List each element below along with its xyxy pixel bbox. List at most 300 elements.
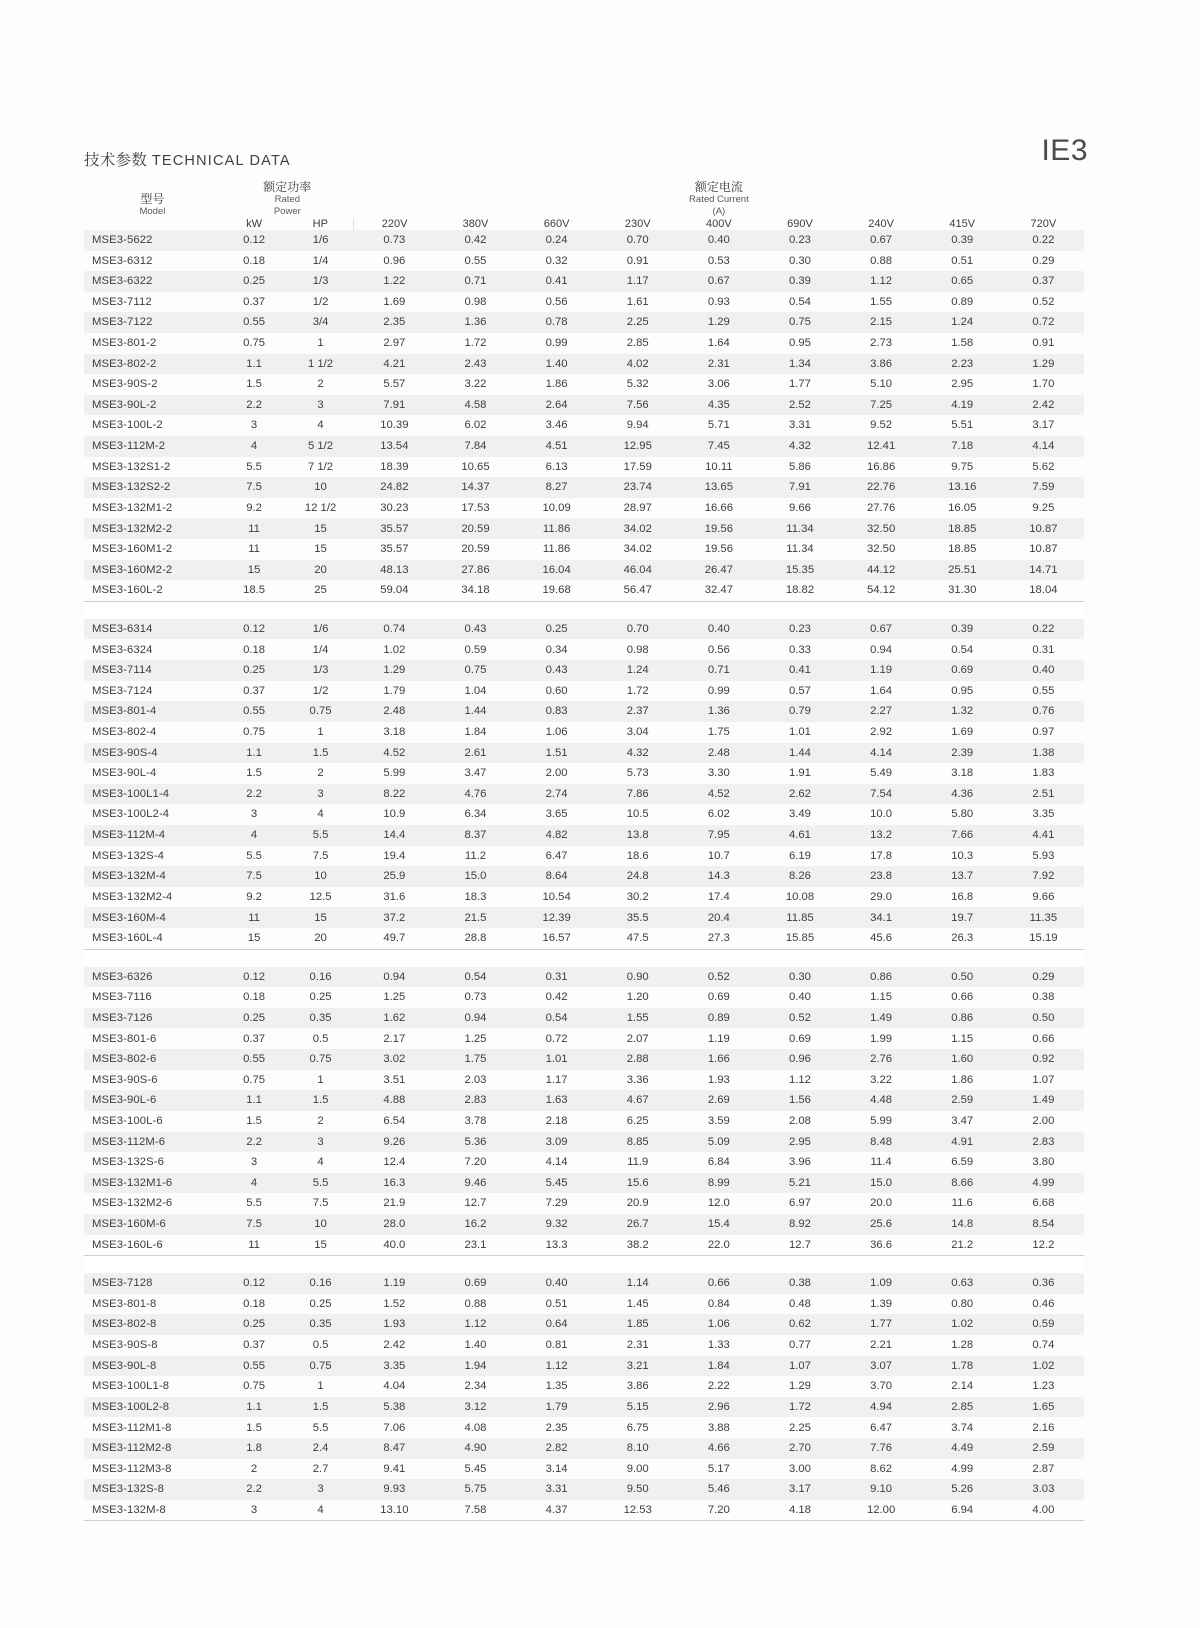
- cell-value: 1.93: [354, 1314, 435, 1335]
- cell-value: 1.44: [435, 701, 516, 722]
- cell-value: 28.0: [354, 1214, 435, 1235]
- cell-value: 5.5: [246, 849, 262, 862]
- cell-model: MSE3-90L-6: [84, 1090, 221, 1111]
- cell-value: 1.1: [221, 1090, 287, 1111]
- cell-value: 1.69: [951, 726, 974, 739]
- cell-value: 1.25: [464, 1032, 487, 1045]
- cell-value: 1.99: [870, 1032, 893, 1045]
- table-row: [84, 1273, 1084, 1294]
- cell-value: 4.00: [1003, 1500, 1084, 1521]
- cell-value: 1.01: [788, 726, 811, 739]
- cell-value: 0.91: [1032, 337, 1055, 350]
- cell-model: MSE3-90S-4: [84, 743, 221, 764]
- cell-value: 16.05: [948, 501, 977, 514]
- table-row: [84, 804, 1084, 825]
- cell-value: 9.93: [354, 1479, 435, 1500]
- cell-value: 5.51: [951, 419, 974, 432]
- column-header-660v: 660V: [543, 217, 570, 230]
- cell-value: 2.69: [678, 1090, 759, 1111]
- cell-value: 47.5: [597, 928, 678, 949]
- cell-model: MSE3-132M2-6: [92, 1197, 173, 1210]
- cell-value: 0.25: [309, 1297, 332, 1310]
- cell-value: 0.51: [545, 1297, 568, 1310]
- cell-value: 2.97: [383, 337, 406, 350]
- cell-value: 2.88: [597, 1049, 678, 1070]
- cell-value: 1.62: [354, 1008, 435, 1029]
- cell-value: 2.14: [951, 1380, 974, 1393]
- cell-value: 3.17: [1032, 419, 1055, 432]
- cell-value: 2.76: [841, 1049, 922, 1070]
- cell-value: 0.55: [221, 701, 287, 722]
- cell-value: 0.57: [788, 684, 811, 697]
- cell-value: 2.2: [221, 1132, 287, 1153]
- cell-value: 0.38: [759, 1273, 840, 1294]
- cell-value: 0.73: [354, 230, 435, 251]
- cell-value: 9.94: [626, 419, 649, 432]
- table-row: [84, 846, 1084, 867]
- table-column-header-row: [84, 218, 1084, 230]
- cell-value: 14.71: [1003, 560, 1084, 581]
- cell-value: 36.6: [841, 1235, 922, 1256]
- cell-value: 0.29: [1032, 254, 1055, 267]
- cell-value: 3: [221, 1500, 287, 1521]
- cell-model: MSE3-90S-2: [92, 378, 158, 391]
- cell-value: 4: [221, 825, 287, 846]
- cell-value: 11.6: [951, 1197, 973, 1210]
- cell-value: 18.3: [464, 890, 487, 903]
- cell-model: MSE3-112M3-8: [92, 1462, 172, 1475]
- cell-value: 0.55: [221, 312, 287, 333]
- cell-value: 0.30: [759, 967, 840, 988]
- table-row: [84, 1479, 1084, 1500]
- cell-value: 0.25: [221, 271, 287, 292]
- cell-value: 6.13: [545, 460, 568, 473]
- cell-value: 7.18: [922, 436, 1003, 457]
- cell-value: 6.19: [788, 849, 811, 862]
- cell-value: 0.94: [870, 643, 893, 656]
- cell-value: 2.07: [626, 1032, 649, 1045]
- cell-value: 0.88: [870, 254, 893, 267]
- cell-value: 0.25: [309, 991, 332, 1004]
- table-row: [84, 374, 1084, 395]
- table-row: [84, 887, 1084, 908]
- cell-value: 0.52: [1032, 295, 1055, 308]
- cell-value: 7.84: [435, 436, 516, 457]
- cell-value: 1.56: [759, 1090, 840, 1111]
- cell-value: 16.57: [516, 928, 597, 949]
- table-row: [84, 967, 1084, 988]
- cell-value: 0.59: [1003, 1314, 1084, 1335]
- cell-value: 13.16: [922, 477, 1003, 498]
- cell-value: 11.4: [870, 1156, 892, 1169]
- cell-value: 3.47: [464, 767, 487, 780]
- cell-value: 1/3: [287, 660, 353, 681]
- cell-value: 1.60: [922, 1049, 1003, 1070]
- table-row: [84, 1132, 1084, 1153]
- cell-value: 25.6: [841, 1214, 922, 1235]
- cell-value: 0.97: [1032, 726, 1055, 739]
- table-body: [84, 230, 1084, 1521]
- cell-value: 5.93: [1032, 849, 1055, 862]
- table-row: [84, 681, 1084, 702]
- cell-value: 7.29: [545, 1197, 568, 1210]
- cell-value: 1.55: [597, 1008, 678, 1029]
- cell-value: 3.47: [951, 1114, 974, 1127]
- cell-value: 0.52: [759, 1008, 840, 1029]
- cell-value: 1.45: [626, 1297, 649, 1310]
- cell-value: 6.54: [383, 1114, 406, 1127]
- cell-value: 4.35: [678, 395, 759, 416]
- cell-value: 0.51: [951, 254, 974, 267]
- table-row: [84, 722, 1084, 743]
- cell-value: 7.5: [312, 849, 329, 862]
- cell-value: 34.02: [597, 518, 678, 539]
- cell-value: 2.87: [1032, 1462, 1055, 1475]
- cell-value: 1.12: [788, 1073, 811, 1086]
- cell-value: 0.64: [516, 1314, 597, 1335]
- cell-value: 5.86: [788, 460, 811, 473]
- cell-value: 0.75: [243, 1380, 266, 1393]
- table-row: [84, 619, 1084, 640]
- cell-value: 18.6: [626, 849, 649, 862]
- cell-value: 2.15: [841, 312, 922, 333]
- cell-value: 0.75: [435, 660, 516, 681]
- cell-value: 1.12: [435, 1314, 516, 1335]
- cell-value: 0.40: [516, 1273, 597, 1294]
- cell-model: MSE3-112M-6: [84, 1132, 221, 1153]
- cell-value: 1.75: [707, 726, 730, 739]
- cell-value: 11.2: [464, 849, 487, 862]
- table-row: [84, 1314, 1084, 1335]
- cell-value: 0.16: [287, 967, 353, 988]
- cell-value: 0.29: [1003, 967, 1084, 988]
- cell-value: 1.5: [287, 1090, 353, 1111]
- cell-value: 27.3: [678, 928, 759, 949]
- table-row: [84, 1335, 1084, 1356]
- cell-value: 9.26: [354, 1132, 435, 1153]
- cell-value: 15.19: [1003, 928, 1084, 949]
- cell-value: 13.10: [354, 1500, 435, 1521]
- cell-value: 7.59: [1003, 477, 1084, 498]
- cell-value: 0.99: [545, 337, 568, 350]
- cell-value: 1: [317, 726, 324, 739]
- cell-value: 1.34: [759, 354, 840, 375]
- table-row: [84, 477, 1084, 498]
- cell-model: MSE3-6314: [84, 619, 221, 640]
- cell-value: 5.99: [870, 1114, 893, 1127]
- column-header-380v: 380V: [462, 217, 489, 230]
- cell-value: 0.41: [516, 271, 597, 292]
- cell-value: 0.43: [435, 619, 516, 640]
- cell-value: 4.14: [1003, 436, 1084, 457]
- cell-value: 2.43: [435, 354, 516, 375]
- cell-value: 0.95: [788, 337, 811, 350]
- cell-model: MSE3-801-4: [84, 701, 221, 722]
- cell-value: 1.35: [545, 1380, 568, 1393]
- cell-value: 8.99: [678, 1173, 759, 1194]
- cell-value: 7.06: [383, 1421, 406, 1434]
- cell-value: 2.08: [788, 1114, 811, 1127]
- cell-value: 1.79: [516, 1397, 597, 1418]
- cell-value: 19.7: [922, 907, 1003, 928]
- cell-value: 0.50: [922, 967, 1003, 988]
- table-row: [84, 1397, 1084, 1418]
- cell-value: 3.14: [545, 1462, 568, 1475]
- cell-value: 0.74: [1032, 1339, 1055, 1352]
- cell-value: 1.24: [922, 312, 1003, 333]
- cell-value: 17.8: [870, 849, 893, 862]
- cell-value: 5.62: [1032, 460, 1055, 473]
- cell-value: 12.2: [1003, 1235, 1084, 1256]
- cell-value: 6.68: [1032, 1197, 1055, 1210]
- cell-value: 2.62: [759, 784, 840, 805]
- cell-value: 40.0: [354, 1235, 435, 1256]
- cell-value: 0.55: [221, 1049, 287, 1070]
- cell-value: 12.5: [309, 890, 332, 903]
- cell-value: 1.28: [951, 1339, 974, 1352]
- cell-value: 22.0: [678, 1235, 759, 1256]
- cell-value: 2.59: [1003, 1438, 1084, 1459]
- cell-value: 0.83: [516, 701, 597, 722]
- cell-value: 0.92: [1003, 1049, 1084, 1070]
- cell-value: 5.73: [626, 767, 649, 780]
- cell-value: 14.3: [678, 866, 759, 887]
- cell-model: MSE3-90S-6: [92, 1073, 158, 1086]
- cell-value: 19.56: [678, 518, 759, 539]
- cell-value: 1.91: [788, 767, 811, 780]
- cell-value: 2.64: [516, 395, 597, 416]
- cell-value: 49.7: [354, 928, 435, 949]
- cell-value: 7.56: [597, 395, 678, 416]
- header-model-cn: 型号: [140, 191, 165, 206]
- cell-value: 0.25: [221, 660, 287, 681]
- cell-value: 10.5: [626, 808, 649, 821]
- cell-value: 32.47: [678, 580, 759, 601]
- cell-value: 11: [248, 543, 260, 556]
- cell-value: 2.31: [678, 354, 759, 375]
- table-row: [84, 1214, 1084, 1235]
- cell-value: 1.29: [678, 312, 759, 333]
- header-model: [84, 180, 221, 230]
- cell-value: 0.40: [1003, 660, 1084, 681]
- cell-value: 0.55: [464, 254, 487, 267]
- header-power-en-2: Power: [273, 206, 301, 218]
- cell-value: 5.32: [626, 378, 649, 391]
- cell-value: 3.18: [383, 726, 406, 739]
- cell-value: 0.96: [759, 1049, 840, 1070]
- cell-value: 31.6: [383, 890, 406, 903]
- cell-value: 3.74: [951, 1421, 974, 1434]
- cell-value: 3.17: [759, 1479, 840, 1500]
- table-row: [84, 539, 1084, 560]
- cell-value: 8.66: [922, 1173, 1003, 1194]
- table-row: [84, 1008, 1084, 1029]
- cell-value: 2.96: [678, 1397, 759, 1418]
- cell-value: 0.67: [841, 619, 922, 640]
- table-row: [84, 907, 1084, 928]
- table-row: [84, 271, 1084, 292]
- cell-value: 1.51: [516, 743, 597, 764]
- cell-value: 4.58: [435, 395, 516, 416]
- cell-value: 9.46: [435, 1173, 516, 1194]
- cell-model: MSE3-132S-8: [84, 1479, 221, 1500]
- cell-value: 0.54: [788, 295, 811, 308]
- cell-value: 2.74: [516, 784, 597, 805]
- cell-value: 0.48: [788, 1297, 811, 1310]
- cell-value: 1.15: [951, 1032, 974, 1045]
- cell-value: 3.31: [516, 1479, 597, 1500]
- cell-value: 8.27: [516, 477, 597, 498]
- cell-value: 6.25: [626, 1114, 649, 1127]
- cell-model: MSE3-160M-4: [84, 907, 221, 928]
- cell-value: 3.70: [870, 1380, 893, 1393]
- cell-value: 1.5: [246, 767, 262, 780]
- cell-value: 1.25: [383, 991, 406, 1004]
- cell-value: 4.52: [354, 743, 435, 764]
- cell-value: 5.80: [951, 808, 974, 821]
- cell-value: 0.75: [287, 1049, 353, 1070]
- cell-value: 2.00: [545, 767, 568, 780]
- cell-value: 0.99: [707, 684, 730, 697]
- cell-value: 16.04: [516, 560, 597, 581]
- cell-value: 0.25: [221, 1008, 287, 1029]
- cell-value: 3.07: [841, 1356, 922, 1377]
- cell-value: 4.18: [759, 1500, 840, 1521]
- cell-value: 1.15: [870, 991, 893, 1004]
- cell-value: 1.14: [597, 1273, 678, 1294]
- page-title-cn: 技术参数: [84, 152, 148, 169]
- cell-value: 0.54: [951, 643, 974, 656]
- header-current-unit: (A): [712, 206, 726, 218]
- cell-value: 8.22: [354, 784, 435, 805]
- cell-value: 0.12: [221, 1273, 287, 1294]
- cell-value: 24.82: [354, 477, 435, 498]
- cell-value: 2.42: [1003, 395, 1084, 416]
- cell-value: 44.12: [841, 560, 922, 581]
- cell-value: 5.5: [246, 460, 262, 473]
- cell-value: 4.14: [841, 743, 922, 764]
- cell-value: 7.20: [678, 1500, 759, 1521]
- cell-value: 21.9: [383, 1197, 406, 1210]
- cell-value: 0.50: [1003, 1008, 1084, 1029]
- cell-value: 0.40: [678, 619, 759, 640]
- cell-value: 1.19: [841, 660, 922, 681]
- cell-value: 18.85: [948, 543, 977, 556]
- cell-value: 11: [221, 907, 287, 928]
- cell-value: 1.85: [597, 1314, 678, 1335]
- header-power-cn: 额定功率: [263, 180, 312, 194]
- cell-value: 0.98: [626, 643, 649, 656]
- cell-model: MSE3-6326: [84, 967, 221, 988]
- cell-value: 1.19: [354, 1273, 435, 1294]
- cell-value: 2: [250, 1462, 258, 1475]
- cell-value: 1.93: [707, 1073, 730, 1086]
- cell-value: 11: [221, 518, 287, 539]
- cell-value: 2.2: [221, 1479, 287, 1500]
- cell-value: 2.85: [626, 337, 649, 350]
- cell-value: 3: [287, 784, 353, 805]
- cell-model: MSE3-6324: [92, 643, 153, 656]
- cell-value: 2.59: [922, 1090, 1003, 1111]
- cell-value: 9.66: [788, 501, 811, 514]
- cell-value: 37.2: [354, 907, 435, 928]
- cell-value: 4.94: [841, 1397, 922, 1418]
- cell-value: 1.02: [383, 643, 406, 656]
- header-current-en: Rated Current: [689, 194, 749, 206]
- cell-value: 3.65: [545, 808, 568, 821]
- table-row: [84, 763, 1084, 784]
- cell-value: 1.79: [383, 684, 406, 697]
- cell-value: 1.39: [870, 1297, 893, 1310]
- cell-value: 0.94: [435, 1008, 516, 1029]
- cell-value: 0.37: [1003, 271, 1084, 292]
- cell-value: 10.9: [383, 808, 406, 821]
- cell-value: 0.42: [545, 991, 568, 1004]
- cell-model: MSE3-90L-4: [92, 767, 157, 780]
- cell-value: 1.83: [1032, 767, 1055, 780]
- cell-value: 13.54: [354, 436, 435, 457]
- cell-value: 25.51: [922, 560, 1003, 581]
- table-row: [84, 1438, 1084, 1459]
- cell-value: 34.18: [435, 580, 516, 601]
- cell-value: 20.4: [678, 907, 759, 928]
- cell-value: 8.47: [354, 1438, 435, 1459]
- cell-value: 1.64: [870, 684, 893, 697]
- cell-value: 5.71: [707, 419, 730, 432]
- cell-model: MSE3-7112: [92, 295, 152, 308]
- column-header-220v: 220V: [381, 217, 408, 230]
- cell-value: 1.06: [545, 726, 568, 739]
- cell-value: 1.24: [597, 660, 678, 681]
- cell-value: 15: [287, 518, 353, 539]
- cell-value: 0.22: [1003, 230, 1084, 251]
- cell-value: 5.21: [759, 1173, 840, 1194]
- cell-value: 11.34: [786, 543, 814, 556]
- table-row: [84, 784, 1084, 805]
- cell-value: 5.17: [707, 1462, 730, 1475]
- cell-value: 10: [287, 866, 353, 887]
- cell-value: 0.18: [243, 1297, 266, 1310]
- cell-value: 3.09: [516, 1132, 597, 1153]
- cell-value: 1.70: [1032, 378, 1055, 391]
- cell-value: 9.2: [246, 890, 262, 903]
- cell-value: 1/6: [287, 230, 353, 251]
- cell-value: 4.14: [545, 1156, 568, 1169]
- cell-value: 8.64: [516, 866, 597, 887]
- cell-value: 3.03: [1003, 1479, 1084, 1500]
- cell-value: 14.8: [922, 1214, 1003, 1235]
- cell-value: 18.85: [922, 518, 1003, 539]
- cell-value: 6.59: [951, 1156, 974, 1169]
- cell-value: 1.49: [1003, 1090, 1084, 1111]
- cell-value: 15: [221, 928, 287, 949]
- cell-model: MSE3-112M-2: [84, 436, 221, 457]
- cell-value: 0.78: [516, 312, 597, 333]
- table-row: [84, 639, 1084, 660]
- cell-value: 8.37: [435, 825, 516, 846]
- cell-value: 1.1: [221, 1397, 287, 1418]
- cell-value: 3.51: [383, 1073, 406, 1086]
- cell-value: 0.24: [516, 230, 597, 251]
- cell-value: 10.0: [870, 808, 893, 821]
- cell-value: 6.75: [626, 1421, 649, 1434]
- cell-value: 0.66: [1032, 1032, 1055, 1045]
- table-row: [84, 415, 1084, 436]
- cell-model: MSE3-132M-4: [84, 866, 221, 887]
- cell-value: 1/3: [287, 271, 353, 292]
- cell-value: 1.72: [759, 1397, 840, 1418]
- cell-value: 11.34: [759, 518, 840, 539]
